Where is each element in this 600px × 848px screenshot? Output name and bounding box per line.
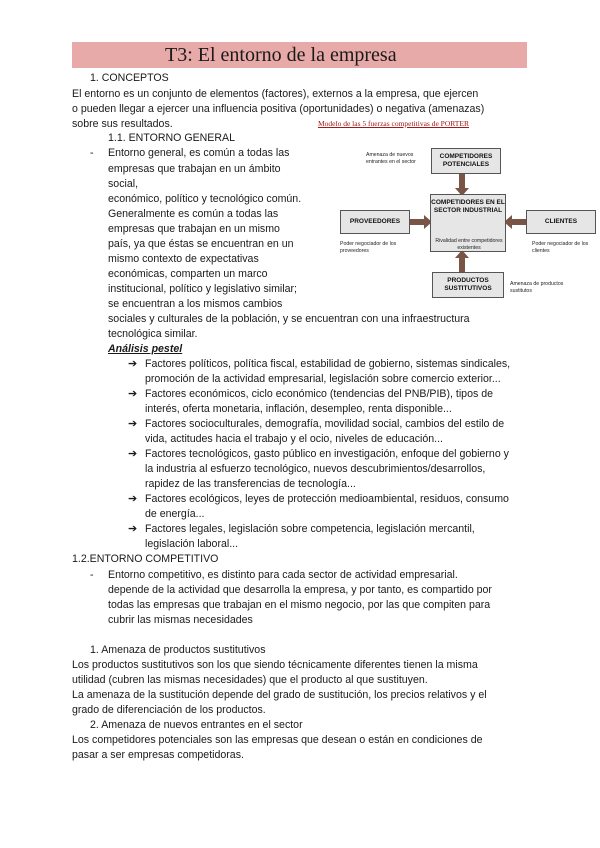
pestel-item-line: Factores ecológicos, leyes de protección medioambiental, residuos, consumo [145, 493, 509, 505]
pestel-item-line: interés, oferta monetaria, inflación, desempleo, renta disponible... [145, 403, 452, 415]
pestel-item-line: legislación laboral... [145, 538, 239, 550]
list-heading-productos-sustitutivos: 1. Amenaza de productos sustitutivos [90, 644, 266, 656]
paragraph-line: Generalmente es común a todas las [108, 208, 279, 220]
arrow-bullet-icon: ➔ [128, 388, 138, 400]
pestel-item-line: Factores políticos, política fiscal, estabilidad de gobierno, sistemas sindicales, [145, 358, 511, 370]
box-proveedores: PROVEEDORES [340, 210, 410, 234]
paragraph-line: país, ya que éstas se encuentran en un [108, 238, 294, 250]
paragraph-line: institucional, político y legislativo similar; [108, 283, 297, 295]
note-poder-proveedores: Poder negociador de los proveedores [340, 241, 397, 254]
paragraph-line: sobre sus resultados. [72, 118, 173, 130]
paragraph-line: tecnológica similar. [108, 328, 198, 340]
pestel-item-line: Factores legales, legislación sobre competencia, legislación mercantil, [145, 523, 475, 535]
note-productos-sustitutos: Amenaza de productos sustitutos [510, 281, 564, 294]
note-rivalidad: Rivalidad entre competidores existentes [435, 238, 503, 251]
arrow-bullet-icon: ➔ [128, 418, 138, 430]
pestel-item-line: promoción de la actividad empresarial, legislación sobre comercio exterior... [145, 373, 501, 385]
arrow-bullet-icon: ➔ [128, 358, 138, 370]
center-box-label: COMPETIDORES EN EL SECTOR INDUSTRIAL [431, 199, 505, 214]
paragraph-line: económico, político y tecnológico común. [108, 193, 302, 205]
list-heading-nuevos-entrantes: 2. Amenaza de nuevos entrantes en el sector [90, 719, 303, 731]
subheading-entorno-general: 1.1. ENTORNO GENERAL [108, 132, 235, 144]
paragraph-line: pasar a ser empresas competidoras. [72, 749, 244, 761]
pestel-item-line: Factores socioculturales, demografía, movilidad social, cambios del estilo de [145, 418, 505, 430]
arrow-bullet-icon: ➔ [128, 493, 138, 505]
paragraph-line: empresas que trabajan en un ámbito [108, 163, 281, 175]
box-clientes: CLIENTES [526, 210, 596, 234]
paragraph-line: o pueden llegar a ejercer una influencia positiva (oportunidades) o negativa (amenazas) [72, 103, 485, 115]
pestel-item-line: rapidez de las transferencias de tecnología... [145, 478, 356, 490]
box-productos-sustitutivos: PRODUCTOS SUSTITUTIVOS [432, 272, 504, 298]
paragraph-line: se encuentran a los mismos cambios [108, 298, 283, 310]
paragraph-line: social, [108, 178, 139, 190]
porter-model-caption: Modelo de las 5 fuerzas competitivas de PORTER [318, 119, 469, 128]
paragraph-line: todas las empresas que trabajan en el mismo negocio, por las que compiten para [108, 599, 491, 611]
paragraph-line: económicas, comparten un marco [108, 268, 268, 280]
dash-bullet: - [90, 569, 94, 581]
section-heading-conceptos: 1. CONCEPTOS [90, 72, 169, 84]
page-title: T3: El entorno de la empresa [165, 44, 397, 66]
paragraph-line: Los competidores potenciales son las empresas que desean o están en condiciones de [72, 734, 483, 746]
paragraph-line: Entorno general, es común a todas las [108, 147, 290, 159]
paragraph-line: utilidad (cubren las mismas necesidades) que el producto al que sustituyen. [72, 674, 428, 686]
paragraph-line: Entorno competitivo, es distinto para cada sector de actividad empresarial. [108, 569, 458, 581]
porter-five-forces-diagram [336, 140, 600, 305]
paragraph-line: depende de la actividad que desarrolla la empresa, y por tanto, es compartido por [108, 584, 492, 596]
pestel-title: Análisis pestel [108, 343, 183, 355]
pestel-item-line: Factores tecnológicos, gasto público en investigación, enfoque del gobierno y [145, 448, 509, 460]
pestel-item-line: la industria al esfuerzo tecnológico, nuevos descubrimientos/desarrollos, [145, 463, 486, 475]
paragraph-line: empresas que trabajan en un mismo [108, 223, 280, 235]
subheading-entorno-competitivo: 1.2.ENTORNO COMPETITIVO [72, 553, 219, 565]
pestel-item-line: Factores económicos, ciclo económico (tendencias del PNB/PIB), tipos de [145, 388, 493, 400]
pestel-item-line: de energía... [145, 508, 205, 520]
note-poder-clientes: Poder negociador de los clientes [532, 241, 589, 254]
paragraph-line: cubrir las mismas necesidades [108, 614, 253, 626]
paragraph-line: grado de diferenciación de los productos. [72, 704, 266, 716]
arrow-bullet-icon: ➔ [128, 523, 138, 535]
paragraph-line: sociales y culturales de la población, y se encuentran con una infraestructura [108, 313, 470, 325]
paragraph-line: El entorno es un conjunto de elementos (factores), externos a la empresa, que ejercen [72, 88, 479, 100]
pestel-item-line: vida, actitudes hacia el trabajo y el ocio, niveles de educación... [145, 433, 443, 445]
arrow-bullet-icon: ➔ [128, 448, 138, 460]
paragraph-line: mismo contexto de expectativas [108, 253, 259, 265]
dash-bullet: - [90, 147, 94, 159]
paragraph-line: La amenaza de la sustitución depende del grado de sustitución, los precios relativos y el [72, 689, 487, 701]
note-nuevos-entrantes: Amenaza de nuevos entrantes en el sector [366, 152, 416, 165]
paragraph-line: Los productos sustitutivos son los que siendo técnicamente diferentes tienen la misma [72, 659, 478, 671]
box-competidores-potenciales: COMPETIDORES POTENCIALES [431, 148, 501, 174]
